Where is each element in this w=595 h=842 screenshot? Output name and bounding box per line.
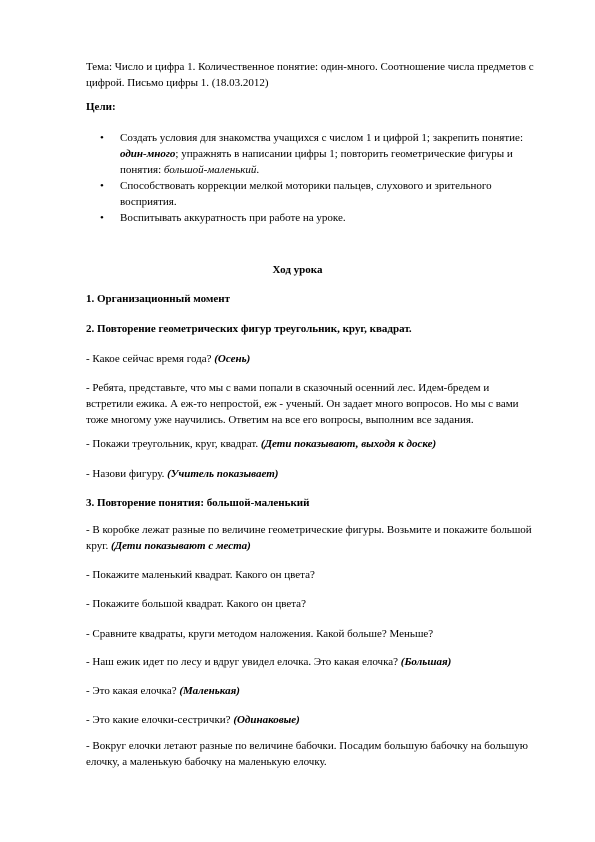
goals-list bbox=[86, 130, 536, 226]
goal-text: Способствовать коррекции мелкой моторики пальцев, слухового и зрительного восприятия. bbox=[120, 180, 492, 208]
goal-item bbox=[86, 210, 536, 226]
story-paragraph: - Вокруг елочки летают разные по величине бабочки. Посадим большую бабочку на большую елочку, а маленькую бабочку на маленькую елочку. bbox=[86, 740, 528, 768]
goals-heading: Цели: bbox=[86, 101, 116, 113]
question-paragraph bbox=[86, 351, 536, 367]
lesson-heading: Ход урока bbox=[272, 264, 323, 276]
question-text: - В коробке лежат разные по величине геометрические фигуры. Возьмите и покажите большой круг. bbox=[86, 524, 532, 552]
answer-note: (Дети показывают, выходя к доске) bbox=[260, 438, 437, 450]
answer-note: (Маленькая) bbox=[179, 685, 240, 697]
answer-note: (Дети показывают с места) bbox=[110, 540, 251, 552]
question-paragraph bbox=[86, 436, 536, 452]
goal-term: большой-маленький bbox=[163, 164, 257, 176]
bullet-icon: • bbox=[100, 180, 104, 192]
goal-item bbox=[86, 130, 536, 178]
question-paragraph bbox=[86, 712, 536, 728]
question-paragraph: - Покажите маленький квадрат. Какого он цвета? bbox=[86, 569, 315, 581]
answer-note: (Учитель показывает) bbox=[167, 468, 279, 480]
question-text: - Покажи треугольник, круг, квадрат. bbox=[86, 438, 261, 450]
goal-text: Создать условия для знакомства учащихся с числом 1 и цифрой 1; закрепить понятие: bbox=[120, 132, 523, 144]
topic-label: Тема: bbox=[86, 61, 113, 73]
question-paragraph: - Покажите большой квадрат. Какого он цвета? bbox=[86, 598, 306, 610]
question-paragraph: - Сравните квадраты, круги методом наложения. Какой больше? Меньше? bbox=[86, 628, 434, 640]
section-heading: 3. Повторение понятия: большой-маленький bbox=[86, 497, 310, 509]
goal-text: Воспитывать аккуратность при работе на уроке. bbox=[120, 212, 346, 224]
question-paragraph bbox=[86, 683, 536, 699]
question-paragraph bbox=[86, 522, 536, 554]
goal-text: . bbox=[256, 164, 260, 176]
story-paragraph: - Ребята, представьте, что мы с вами попали в сказочный осенний лес. Идем-бредем и встретили ежика. А еж-то непростой, еж - ученый. Он задает много вопросов. Но мы с вами тоже многому уже научились. Ответим на все его вопросы, выполним все задания. bbox=[86, 382, 519, 426]
goal-term: один-много bbox=[120, 148, 176, 160]
question-paragraph bbox=[86, 466, 536, 482]
bullet-icon: • bbox=[100, 212, 104, 224]
answer-note: (Одинаковые) bbox=[233, 714, 300, 726]
question-paragraph bbox=[86, 654, 536, 670]
question-text: - Это какие елочки-сестрички? bbox=[86, 714, 234, 726]
section-heading: 1. Организационный момент bbox=[86, 293, 231, 305]
question-text: - Назови фигуру. bbox=[86, 468, 168, 480]
question-text: - Какое сейчас время года? bbox=[86, 353, 215, 365]
answer-note: (Большая) bbox=[400, 656, 452, 668]
question-text: - Это какая елочка? bbox=[86, 685, 180, 697]
topic-text: Число и цифра 1. Количественное понятие: один-много. Соотношение числа предметов с цифрой. Письмо цифры 1. (18.03.2012) bbox=[86, 61, 534, 89]
goal-item bbox=[86, 178, 536, 210]
question-text: - Наш ежик идет по лесу и вдруг увидел елочка. Это какая елочка? bbox=[86, 656, 401, 668]
topic-paragraph bbox=[86, 59, 536, 91]
section-heading: 2. Повторение геометрических фигур треугольник, круг, квадрат. bbox=[86, 323, 412, 335]
answer-note: (Осень) bbox=[214, 353, 251, 365]
goal-text: ; упражнять в написании цифры 1; повторить геометрические фигуры и понятия: bbox=[120, 148, 513, 176]
bullet-icon: • bbox=[100, 132, 104, 144]
